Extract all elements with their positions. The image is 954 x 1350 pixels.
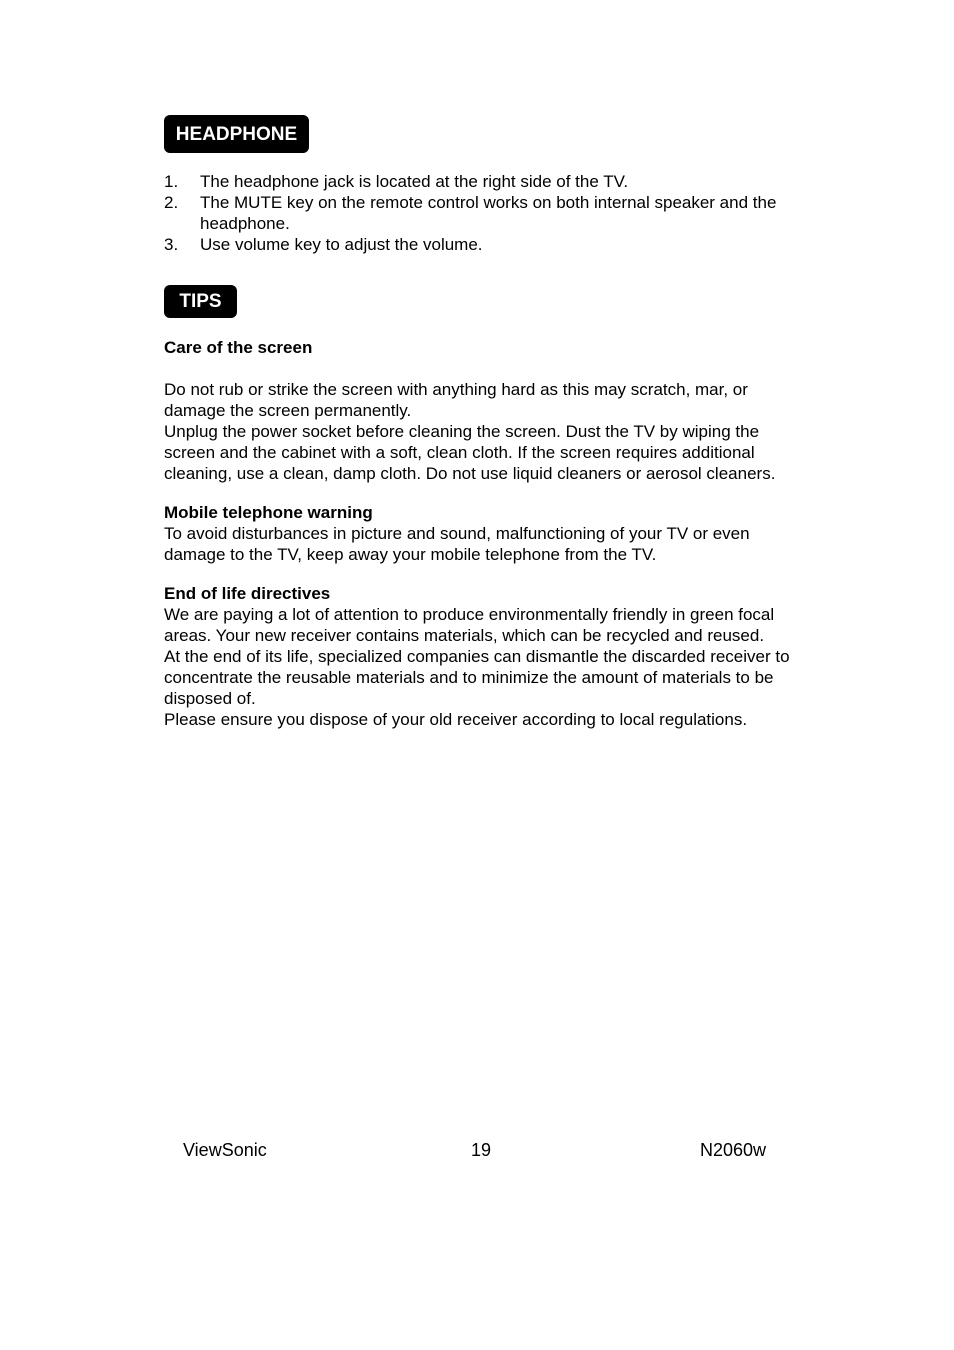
care-of-screen-paragraph: Unplug the power socket before cleaning the screen. Dust the TV by wiping the screen and the cabinet with a soft, clean cloth. If the screen requires additional cleaning, use a clean, damp cloth. Do not use liquid cleaners or aerosol cleaners. <box>164 422 776 483</box>
care-of-screen-paragraph: Do not rub or strike the screen with anything hard as this may scratch, mar, or damage the screen permanently. <box>164 380 748 420</box>
tips-content <box>164 337 804 730</box>
list-item-text: The headphone jack is located at the right side of the TV. <box>200 172 629 191</box>
list-item-number: 3. <box>164 235 179 254</box>
tips-section-badge <box>164 285 237 318</box>
footer-page-number: 19 <box>471 1140 492 1160</box>
end-of-life-paragraph: Please ensure you dispose of your old receiver according to local regulations. <box>164 710 748 729</box>
end-of-life-heading: End of life directives <box>164 584 331 603</box>
headphone-instructions-list <box>164 171 804 255</box>
care-of-screen-heading: Care of the screen <box>164 338 313 357</box>
mobile-warning-heading: Mobile telephone warning <box>164 503 373 522</box>
end-of-life-paragraph: We are paying a lot of attention to produce environmentally friendly in green focal areas. Your new receiver contains materials, which can be recycled and reused. <box>164 605 775 645</box>
list-item <box>164 171 804 192</box>
footer-model: N2060w <box>700 1140 767 1160</box>
list-item-text: The MUTE key on the remote control works on both internal speaker and the headphone. <box>200 193 777 233</box>
end-of-life-paragraph: At the end of its life, specialized companies can dismantle the discarded receiver to concentrate the reusable materials and to minimize the amount of materials to be disposed of. <box>164 647 790 708</box>
list-item-number: 2. <box>164 193 179 212</box>
headphone-section-badge <box>164 115 309 153</box>
list-item-text: Use volume key to adjust the volume. <box>200 235 483 254</box>
headphone-badge-label: HEADPHONE <box>175 123 298 145</box>
tips-badge-label: TIPS <box>179 291 222 312</box>
list-item-number: 1. <box>164 172 179 191</box>
mobile-warning-paragraph: To avoid disturbances in picture and sound, malfunctioning of your TV or even damage to the TV, keep away your mobile telephone from the TV. <box>164 524 750 564</box>
list-item <box>164 234 804 255</box>
footer-brand: ViewSonic <box>183 1140 267 1160</box>
list-item <box>164 192 804 234</box>
